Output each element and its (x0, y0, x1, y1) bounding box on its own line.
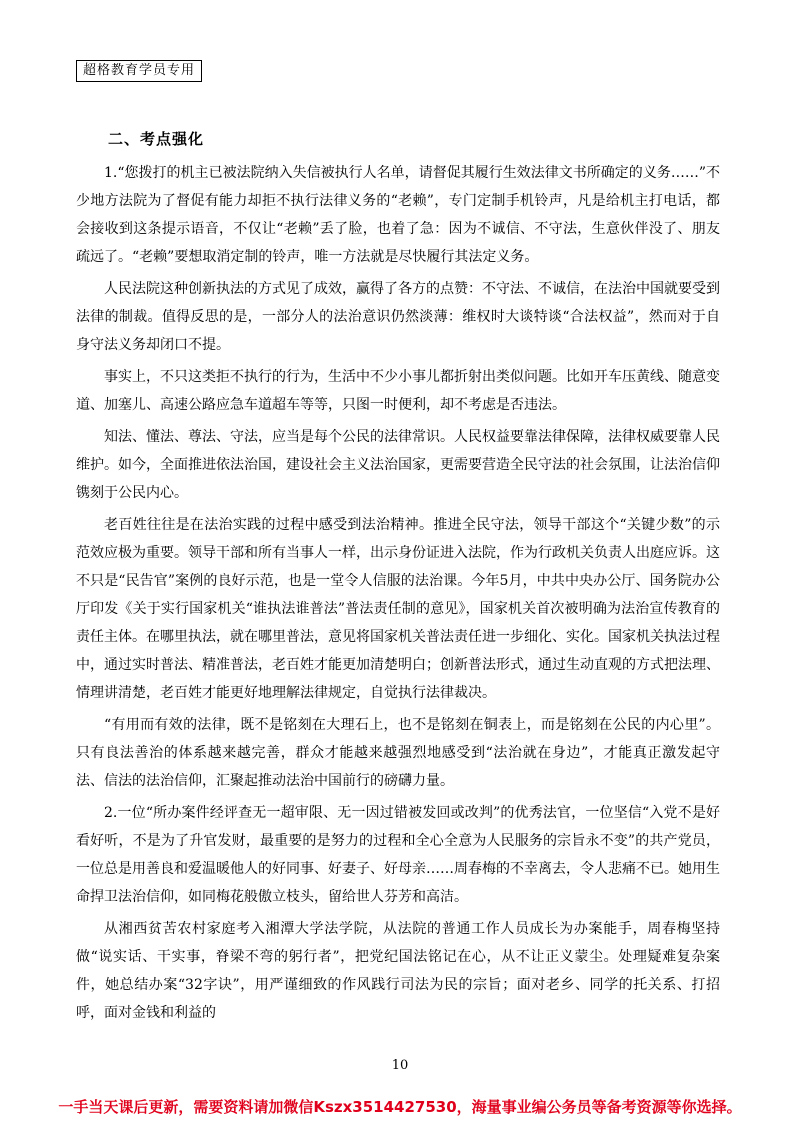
stamp-label: 超格教育学员专用 (76, 60, 202, 82)
paragraph: “有用而有效的法律，既不是铭刻在大理石上，也不是铭刻在铜表上，而是铭刻在公民的内心里”。只有良法善治的体系越来越完善，群众才能越来越强烈地感受到“法治就在身边”，才能真正激发起守法、信法的法治信仰，汇聚起推动法治中国前行的磅礴力量。 (76, 717, 720, 789)
paragraph: 2.一位“所办案件经评查无一超审限、无一因过错被发回或改判”的优秀法官，一位坚信“入党不是好看好听，不是为了升官发财，最重要的是努力的过程和全心全意为人民服务的宗旨永不变”的共产党员，一位总是用善良和爱温暖他人的好同事、好妻子、好母亲……周春梅的不幸离去，令人悲痛不已。她用生命捍卫法治信仰，如同梅花般傲立枝头，留给世人芬芳和高洁。 (76, 805, 720, 905)
paragraph: 人民法院这种创新执法的方式见了成效，赢得了各方的点赞：不守法、不诚信，在法治中国就要受到法律的制裁。值得反思的是，一部分人的法治意识仍然淡薄：维权时大谈特谈“合法权益”，然而对于自身守法义务却闭口不提。 (76, 281, 720, 353)
footer-notice: 一手当天课后更新，需要资料请加微信Kszx3514427530，海量事业编公务员等备考资源等你选择。 (58, 1098, 742, 1116)
paragraph: 1.“您拨打的机主已被法院纳入失信被执行人名单，请督促其履行生效法律文书所确定的义务……”不少地方法院为了督促有能力却拒不执行法律义务的“老赖”，专门定制手机铃声，凡是给机主打电话，都会接收到这条提示语音，不仅让“老赖”丢了脸，也着了急：因为不诚信、不守法，生意伙伴没了、朋友疏远了。“老赖”要想取消定制的铃声，唯一方法就是尽快履行其法定义务。 (76, 165, 720, 265)
paragraph: 事实上，不只这类拒不执行的行为，生活中不少小事儿都折射出类似问题。比如开车压黄线、随意变道、加塞儿、高速公路应急车道超车等等，只图一时便利，却不考虑是否违法。 (76, 369, 720, 413)
section-heading: 二、考点强化 (108, 130, 205, 148)
article-body (76, 159, 720, 1031)
paragraph: 老百姓往往是在法治实践的过程中感受到法治精神。推进全民守法，领导干部这个“关键少数”的示范效应极为重要。领导干部和所有当事人一样，出示身份证进入法院，作为行政机关负责人出庭应诉。这不只是“民告官”案例的良好示范，也是一堂令人信服的法治课。今年5月，中共中央办公厅、国务院办公厅印发《关于实行国家机关“谁执法谁普法”普法责任制的意见》，国家机关首次被明确为法治宣传教育的责任主体。在哪里执法，就在哪里普法，意见将国家机关普法责任进一步细化、实化。国家机关执法过程中，通过实时普法、精准普法，老百姓才能更加清楚明白；创新普法形式，通过生动直观的方式把法理、情理讲清楚，老百姓才能更好地理解法律规定，自觉执行法律裁决。 (76, 517, 720, 701)
page-number: 10 (391, 1058, 409, 1073)
paragraph: 知法、懂法、尊法、守法，应当是每个公民的法律常识。人民权益要靠法律保障，法律权威要靠人民维护。如今，全面推进依法治国，建设社会主义法治国家，更需要营造全民守法的社会氛围，让法治信仰镌刻于公民内心。 (76, 429, 720, 501)
paragraph: 从湘西贫苦农村家庭考入湘潭大学法学院，从法院的普通工作人员成长为办案能手，周春梅坚持做“说实话、干实事，脊梁不弯的躬行者”，把党纪国法铭记在心，从不让正义蒙尘。处理疑难复杂案件，她总结办案“32字诀”，用严谨细致的作风践行司法为民的宗旨；面对老乡、同学的托关系、打招呼，面对金钱和利益的 (76, 921, 720, 1021)
